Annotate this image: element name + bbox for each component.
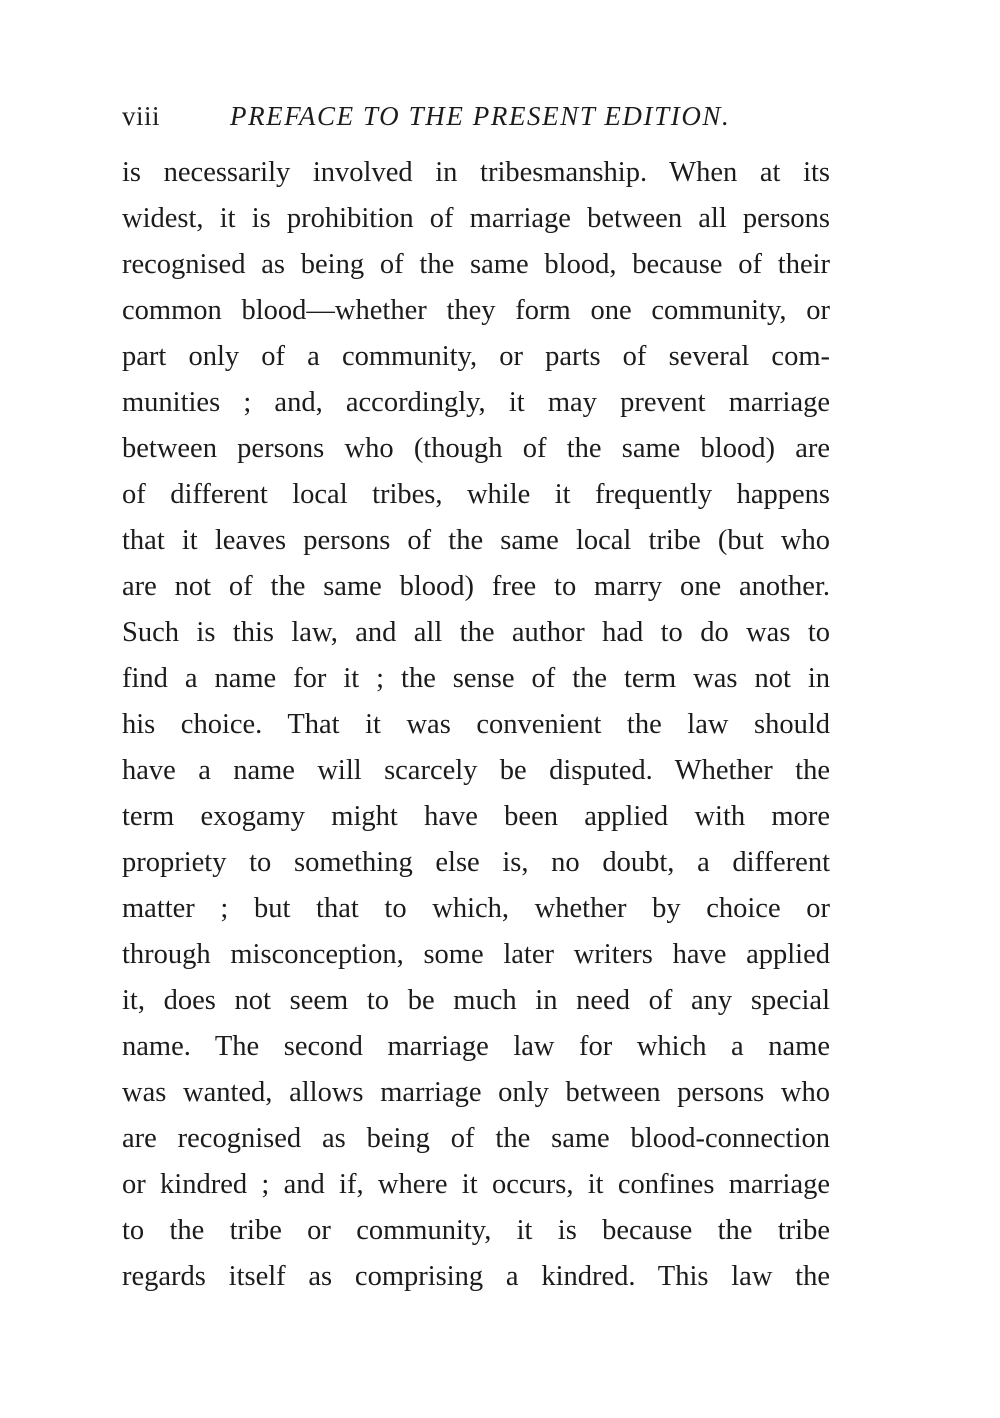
text-line: widest, it is prohibition of marriage between all persons xyxy=(122,203,830,234)
text-line: regards itself as comprising a kindred. This law the xyxy=(122,1261,830,1292)
text-line: is necessarily involved in tribesmanship. When at its xyxy=(122,157,830,188)
text-line: find a name for it ; the sense of the term was not in xyxy=(122,663,830,694)
text-line: have a name will scarcely be disputed. Whether the xyxy=(122,755,830,786)
text-line: it, does not seem to be much in need of any special xyxy=(122,985,830,1016)
text-line: or kindred ; and if, where it occurs, it confines marriage xyxy=(122,1169,830,1200)
body-text xyxy=(122,150,830,1300)
text-line: part only of a community, or parts of several com- xyxy=(122,341,830,372)
text-line: matter ; but that to which, whether by choice or xyxy=(122,893,830,924)
text-line: recognised as being of the same blood, because of their xyxy=(122,249,830,280)
text-line: term exogamy might have been applied with more xyxy=(122,801,830,832)
text-line: Such is this law, and all the author had to do was to xyxy=(122,617,830,648)
text-line: propriety to something else is, no doubt, a different xyxy=(122,847,830,878)
text-line: through misconception, some later writers have applied xyxy=(122,939,830,970)
text-line: munities ; and, accordingly, it may prevent marriage xyxy=(122,387,830,418)
text-line: of different local tribes, while it frequently happens xyxy=(122,479,830,510)
text-line: to the tribe or community, it is because the tribe xyxy=(122,1215,830,1246)
running-head xyxy=(122,96,832,136)
text-line: are not of the same blood) free to marry one another. xyxy=(122,571,830,602)
running-title: PREFACE TO THE PRESENT EDITION. xyxy=(230,101,731,131)
page-number: viii xyxy=(122,101,161,131)
text-line: name. The second marriage law for which a name xyxy=(122,1031,830,1062)
text-line: are recognised as being of the same blood-connection xyxy=(122,1123,830,1154)
text-line: that it leaves persons of the same local tribe (but who xyxy=(122,525,830,556)
text-line: common blood—whether they form one community, or xyxy=(122,295,830,326)
text-line: between persons who (though of the same blood) are xyxy=(122,433,830,464)
text-line: was wanted, allows marriage only between persons who xyxy=(122,1077,830,1108)
text-line: his choice. That it was convenient the law should xyxy=(122,709,830,740)
